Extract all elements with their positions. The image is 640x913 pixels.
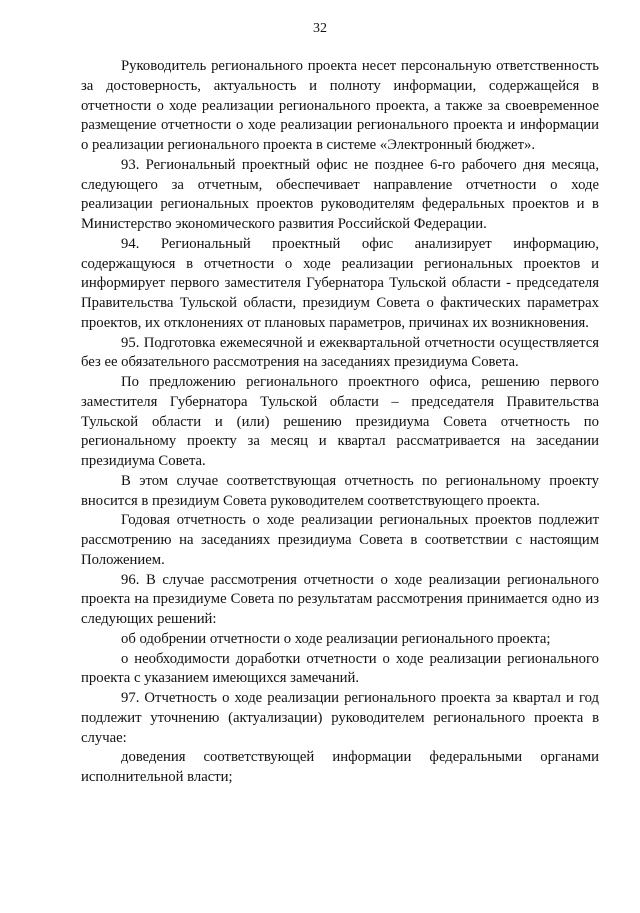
document-body: [81, 57, 599, 788]
page-number: 32: [313, 21, 327, 36]
paragraph-decision-revision: о необходимости доработки отчетности о ходе реализации регионального проекта с указанием имеющихся замечаний.: [81, 650, 599, 687]
paragraph-in-this-case: В этом случае соответствующая отчетность по региональному проекту вносится в президиум Совета руководителем соответствующего проекта.: [81, 472, 599, 509]
paragraph-federal-info: доведения соответствующей информации федеральными органами исполнительной власти;: [81, 749, 599, 785]
paragraph-97: 97. Отчетность о ходе реализации регионального проекта за квартал и год подлежит уточнению (актуализации) руководителем регионального проекта в случае:: [81, 690, 599, 746]
paragraph-96: 96. В случае рассмотрения отчетности о ходе реализации регионального проекта на президиуме Совета по результатам рассмотрения принимается одно из следующих решений:: [81, 571, 599, 627]
paragraph-annual-reporting: Годовая отчетность о ходе реализации региональных проектов подлежит рассмотрению на заседаниях президиума Совета в соответствии с настоящим Положением.: [81, 512, 599, 568]
paragraph-proposal: По предложению регионального проектного офиса, решению первого заместителя Губернатора Тульской области – председателя Правительства Тульской области и (или) решению президиума Совета отчетность по региональному проекту за месяц и квартал рассматривается на заседании президиума Совета.: [81, 374, 599, 469]
paragraph-94: 94. Региональный проектный офис анализирует информацию, содержащуюся в отчетности о ходе реализации региональных проектов и информирует первого заместителя Губернатора Тульской области - председателя Правительства Тульской области, президиум Совета о фактических параметрах проектов, их отклонениях от плановых параметров, причинах их возникновения.: [81, 235, 599, 331]
paragraph-decision-approval: об одобрении отчетности о ходе реализации регионального проекта;: [121, 630, 551, 647]
paragraph-93: 93. Региональный проектный офис не позднее 6-го рабочего дня месяца, следующего за отчетным, обеспечивает направление отчетности о ходе реализации региональных проектов руководителям федеральных проектов и в Министерство экономического развития Российской Федерации.: [81, 156, 599, 232]
paragraph-responsibility: Руководитель регионального проекта несет персональную ответственность за достоверность, актуальность и полноту информации, содержащейся в отчетности о ходе реализации регионального проекта, а также за своевременное размещение отчетности о ходе реализации регионального проекта и информации о реализации регионального проекта в системе «Электронный бюджет».: [81, 58, 599, 153]
paragraph-95: 95. Подготовка ежемесячной и ежеквартальной отчетности осуществляется без ее обязательного рассмотрения на заседаниях президиума Совета.: [81, 334, 599, 371]
